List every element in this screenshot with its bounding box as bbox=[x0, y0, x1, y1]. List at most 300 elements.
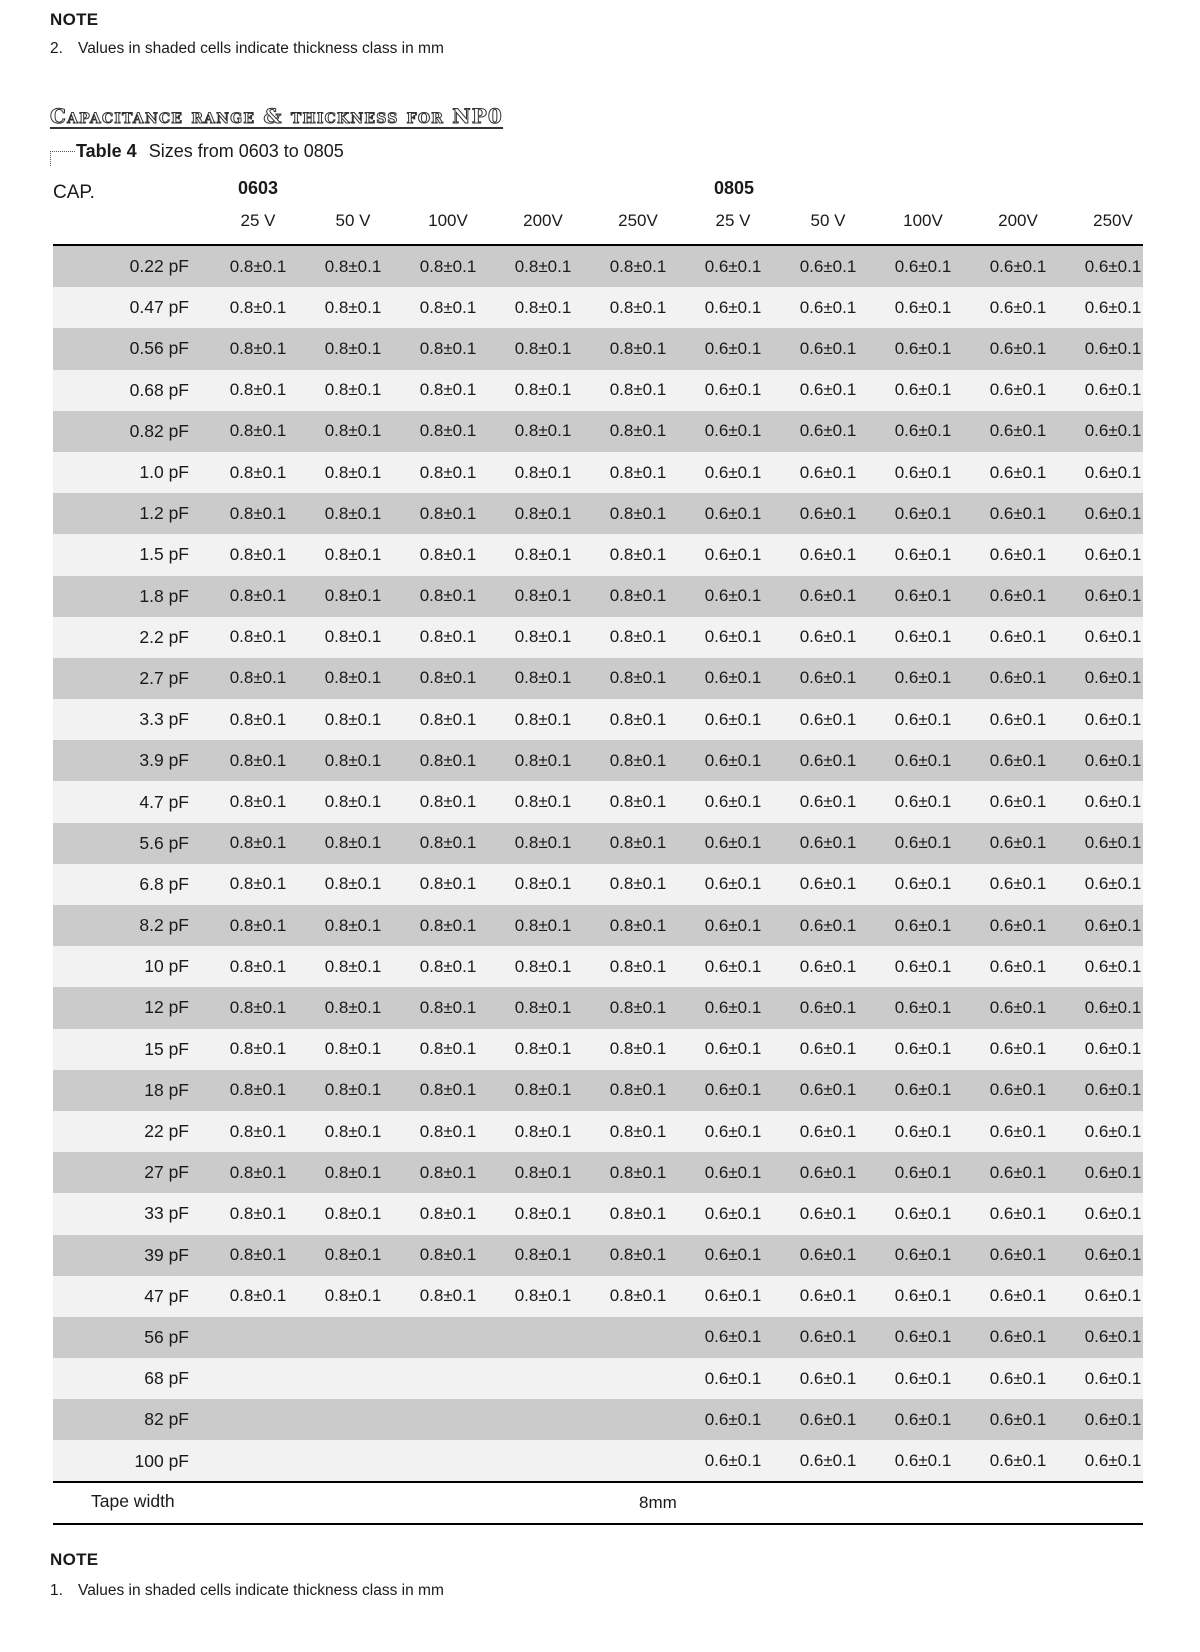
thickness-cell: 0.8±0.1 bbox=[324, 709, 382, 729]
tape-width-row bbox=[53, 1481, 1143, 1525]
thickness-cell: 0.6±0.1 bbox=[799, 1203, 857, 1223]
thickness-cell: 0.6±0.1 bbox=[894, 668, 952, 688]
cap-column-header: CAP. bbox=[53, 182, 95, 203]
cap-value: 4.7 pF bbox=[139, 791, 189, 812]
thickness-cell: 0.8±0.1 bbox=[419, 956, 477, 976]
cap-value: 8.2 pF bbox=[139, 915, 189, 936]
thickness-cell: 0.8±0.1 bbox=[609, 668, 667, 688]
thickness-cell: 0.8±0.1 bbox=[609, 915, 667, 935]
thickness-cell: 0.8±0.1 bbox=[419, 421, 477, 441]
thickness-cell: 0.8±0.1 bbox=[419, 668, 477, 688]
caption-bracket bbox=[50, 151, 75, 166]
voltage-header: 200V bbox=[998, 211, 1038, 230]
thickness-cell: 0.6±0.1 bbox=[1084, 1368, 1142, 1388]
thickness-cell: 0.8±0.1 bbox=[514, 256, 572, 276]
table-row bbox=[53, 287, 1143, 328]
thickness-cell: 0.6±0.1 bbox=[989, 1162, 1047, 1182]
table-number: Table 4 bbox=[76, 141, 137, 161]
table-row bbox=[53, 699, 1143, 740]
thickness-cell bbox=[307, 1399, 399, 1440]
thickness-cell: 0.6±0.1 bbox=[894, 997, 952, 1017]
thickness-cell: 0.6±0.1 bbox=[894, 1286, 952, 1306]
thickness-cell: 0.8±0.1 bbox=[419, 1203, 477, 1223]
thickness-cell: 0.8±0.1 bbox=[229, 1286, 287, 1306]
thickness-cell: 0.8±0.1 bbox=[229, 1080, 287, 1100]
thickness-cell: 0.6±0.1 bbox=[1084, 874, 1142, 894]
table-row bbox=[53, 1193, 1143, 1234]
cap-value: 27 pF bbox=[144, 1162, 189, 1183]
thickness-cell: 0.6±0.1 bbox=[894, 915, 952, 935]
thickness-cell: 0.6±0.1 bbox=[1084, 668, 1142, 688]
thickness-cell: 0.6±0.1 bbox=[1084, 956, 1142, 976]
voltage-header: 50 V bbox=[810, 211, 846, 230]
thickness-cell: 0.6±0.1 bbox=[799, 668, 857, 688]
thickness-cell: 0.6±0.1 bbox=[799, 833, 857, 853]
thickness-cell: 0.8±0.1 bbox=[324, 380, 382, 400]
table-row bbox=[53, 864, 1143, 905]
thickness-cell: 0.8±0.1 bbox=[609, 1162, 667, 1182]
thickness-cell: 0.6±0.1 bbox=[1084, 1203, 1142, 1223]
thickness-cell: 0.6±0.1 bbox=[704, 792, 762, 812]
thickness-cell: 0.8±0.1 bbox=[609, 627, 667, 647]
thickness-cell: 0.6±0.1 bbox=[989, 956, 1047, 976]
thickness-cell: 0.8±0.1 bbox=[229, 627, 287, 647]
thickness-cell: 0.6±0.1 bbox=[704, 1286, 762, 1306]
thickness-cell: 0.6±0.1 bbox=[989, 462, 1047, 482]
thickness-cell: 0.8±0.1 bbox=[419, 256, 477, 276]
thickness-cell: 0.6±0.1 bbox=[894, 874, 952, 894]
table-row bbox=[53, 576, 1143, 617]
thickness-cell: 0.8±0.1 bbox=[609, 1203, 667, 1223]
thickness-cell: 0.6±0.1 bbox=[704, 586, 762, 606]
table-row bbox=[53, 534, 1143, 575]
table-row bbox=[53, 905, 1143, 946]
thickness-cell: 0.8±0.1 bbox=[419, 1162, 477, 1182]
table-row bbox=[53, 246, 1143, 287]
thickness-cell: 0.8±0.1 bbox=[324, 1121, 382, 1141]
thickness-cell bbox=[212, 1317, 304, 1358]
cap-value: 6.8 pF bbox=[139, 873, 189, 894]
thickness-cell: 0.8±0.1 bbox=[324, 338, 382, 358]
thickness-cell: 0.6±0.1 bbox=[1084, 1121, 1142, 1141]
thickness-cell: 0.6±0.1 bbox=[894, 792, 952, 812]
thickness-cell: 0.8±0.1 bbox=[419, 297, 477, 317]
thickness-cell: 0.6±0.1 bbox=[799, 1080, 857, 1100]
thickness-cell: 0.6±0.1 bbox=[704, 1080, 762, 1100]
thickness-cell: 0.8±0.1 bbox=[419, 833, 477, 853]
thickness-cell: 0.8±0.1 bbox=[229, 256, 287, 276]
size-group-0805: 0805 bbox=[714, 178, 755, 198]
thickness-cell: 0.6±0.1 bbox=[989, 1080, 1047, 1100]
thickness-cell: 0.8±0.1 bbox=[229, 750, 287, 770]
thickness-cell: 0.6±0.1 bbox=[894, 297, 952, 317]
voltage-header: 250V bbox=[1093, 211, 1133, 230]
thickness-cell: 0.6±0.1 bbox=[799, 1162, 857, 1182]
thickness-cell bbox=[402, 1440, 494, 1481]
thickness-cell: 0.6±0.1 bbox=[799, 421, 857, 441]
thickness-cell: 0.6±0.1 bbox=[989, 874, 1047, 894]
thickness-cell: 0.6±0.1 bbox=[799, 297, 857, 317]
bottom-note-text bbox=[50, 1582, 444, 1600]
thickness-cell: 0.6±0.1 bbox=[989, 1368, 1047, 1388]
thickness-cell bbox=[307, 1440, 399, 1481]
thickness-cell: 0.6±0.1 bbox=[989, 915, 1047, 935]
thickness-cell: 0.8±0.1 bbox=[324, 874, 382, 894]
table-row bbox=[53, 1358, 1143, 1399]
cap-value: 68 pF bbox=[144, 1368, 189, 1389]
thickness-cell: 0.6±0.1 bbox=[1084, 1162, 1142, 1182]
thickness-cell: 0.6±0.1 bbox=[704, 627, 762, 647]
thickness-cell: 0.8±0.1 bbox=[609, 297, 667, 317]
thickness-cell: 0.6±0.1 bbox=[704, 256, 762, 276]
voltage-header: 25 V bbox=[715, 211, 751, 230]
thickness-cell: 0.8±0.1 bbox=[229, 1203, 287, 1223]
thickness-cell: 0.6±0.1 bbox=[989, 792, 1047, 812]
thickness-cell: 0.8±0.1 bbox=[324, 997, 382, 1017]
thickness-cell: 0.8±0.1 bbox=[229, 586, 287, 606]
thickness-cell: 0.6±0.1 bbox=[1084, 915, 1142, 935]
thickness-cell: 0.8±0.1 bbox=[324, 462, 382, 482]
thickness-cell: 0.6±0.1 bbox=[894, 544, 952, 564]
thickness-cell: 0.6±0.1 bbox=[989, 1203, 1047, 1223]
thickness-cell: 0.8±0.1 bbox=[419, 1121, 477, 1141]
thickness-cell bbox=[212, 1358, 304, 1399]
thickness-cell: 0.6±0.1 bbox=[799, 627, 857, 647]
cap-value: 3.9 pF bbox=[139, 750, 189, 771]
thickness-cell bbox=[402, 1399, 494, 1440]
thickness-cell: 0.6±0.1 bbox=[1084, 1451, 1142, 1471]
thickness-cell: 0.6±0.1 bbox=[894, 256, 952, 276]
thickness-cell: 0.6±0.1 bbox=[894, 627, 952, 647]
thickness-cell: 0.8±0.1 bbox=[419, 586, 477, 606]
thickness-cell: 0.6±0.1 bbox=[989, 627, 1047, 647]
thickness-cell: 0.8±0.1 bbox=[419, 997, 477, 1017]
thickness-cell: 0.8±0.1 bbox=[229, 874, 287, 894]
thickness-cell: 0.6±0.1 bbox=[799, 1286, 857, 1306]
thickness-cell: 0.6±0.1 bbox=[894, 1121, 952, 1141]
table-row bbox=[53, 493, 1143, 534]
thickness-cell: 0.6±0.1 bbox=[894, 1080, 952, 1100]
thickness-cell: 0.8±0.1 bbox=[419, 1245, 477, 1265]
thickness-cell: 0.8±0.1 bbox=[229, 1121, 287, 1141]
top-note-body: Values in shaded cells indicate thickness class in mm bbox=[78, 40, 444, 57]
thickness-cell: 0.6±0.1 bbox=[799, 338, 857, 358]
thickness-cell: 0.8±0.1 bbox=[609, 874, 667, 894]
thickness-cell: 0.8±0.1 bbox=[514, 380, 572, 400]
thickness-cell: 0.6±0.1 bbox=[989, 1121, 1047, 1141]
cap-value: 12 pF bbox=[144, 997, 189, 1018]
thickness-cell: 0.6±0.1 bbox=[704, 997, 762, 1017]
thickness-cell: 0.8±0.1 bbox=[419, 915, 477, 935]
thickness-cell: 0.8±0.1 bbox=[514, 503, 572, 523]
thickness-cell: 0.6±0.1 bbox=[1084, 750, 1142, 770]
thickness-cell: 0.6±0.1 bbox=[989, 997, 1047, 1017]
cap-value: 33 pF bbox=[144, 1203, 189, 1224]
thickness-cell: 0.8±0.1 bbox=[229, 421, 287, 441]
cap-value: 2.7 pF bbox=[139, 667, 189, 688]
thickness-cell: 0.6±0.1 bbox=[894, 421, 952, 441]
thickness-cell: 0.6±0.1 bbox=[799, 380, 857, 400]
thickness-cell: 0.8±0.1 bbox=[229, 956, 287, 976]
table-row bbox=[53, 1399, 1143, 1440]
thickness-cell: 0.6±0.1 bbox=[1084, 544, 1142, 564]
thickness-cell: 0.6±0.1 bbox=[894, 833, 952, 853]
cap-value: 15 pF bbox=[144, 1038, 189, 1059]
thickness-cell bbox=[592, 1358, 684, 1399]
thickness-cell: 0.6±0.1 bbox=[799, 874, 857, 894]
voltage-header: 50 V bbox=[335, 211, 371, 230]
voltage-header: 100V bbox=[428, 211, 468, 230]
thickness-cell: 0.6±0.1 bbox=[704, 380, 762, 400]
cap-value: 1.0 pF bbox=[139, 462, 189, 483]
thickness-cell: 0.8±0.1 bbox=[609, 1286, 667, 1306]
thickness-cell: 0.8±0.1 bbox=[229, 297, 287, 317]
size-group-0603: 0603 bbox=[238, 178, 279, 198]
thickness-cell: 0.8±0.1 bbox=[324, 915, 382, 935]
thickness-cell: 0.8±0.1 bbox=[514, 1080, 572, 1100]
thickness-cell: 0.6±0.1 bbox=[989, 338, 1047, 358]
tape-width-value: 8mm bbox=[639, 1493, 677, 1512]
thickness-cell: 0.6±0.1 bbox=[799, 750, 857, 770]
thickness-cell bbox=[307, 1317, 399, 1358]
thickness-cell: 0.6±0.1 bbox=[704, 874, 762, 894]
thickness-cell: 0.8±0.1 bbox=[324, 1080, 382, 1100]
thickness-cell: 0.6±0.1 bbox=[704, 421, 762, 441]
thickness-cell: 0.6±0.1 bbox=[894, 1409, 952, 1429]
thickness-cell: 0.8±0.1 bbox=[419, 627, 477, 647]
thickness-cell: 0.8±0.1 bbox=[324, 1039, 382, 1059]
cap-value: 0.56 pF bbox=[129, 338, 189, 359]
thickness-cell: 0.6±0.1 bbox=[989, 380, 1047, 400]
table-row bbox=[53, 781, 1143, 822]
thickness-cell: 0.8±0.1 bbox=[609, 750, 667, 770]
thickness-cell: 0.8±0.1 bbox=[229, 1162, 287, 1182]
thickness-cell: 0.8±0.1 bbox=[229, 668, 287, 688]
table-row bbox=[53, 1029, 1143, 1070]
thickness-cell: 0.6±0.1 bbox=[1084, 627, 1142, 647]
cap-value: 100 pF bbox=[134, 1450, 189, 1471]
thickness-cell: 0.8±0.1 bbox=[609, 256, 667, 276]
thickness-cell: 0.6±0.1 bbox=[704, 462, 762, 482]
thickness-cell: 0.6±0.1 bbox=[1084, 1039, 1142, 1059]
thickness-cell: 0.6±0.1 bbox=[894, 1327, 952, 1347]
thickness-cell: 0.8±0.1 bbox=[229, 544, 287, 564]
thickness-cell: 0.6±0.1 bbox=[799, 956, 857, 976]
thickness-cell bbox=[497, 1399, 589, 1440]
thickness-cell: 0.8±0.1 bbox=[229, 709, 287, 729]
thickness-cell: 0.6±0.1 bbox=[894, 586, 952, 606]
cap-value: 2.2 pF bbox=[139, 626, 189, 647]
thickness-cell: 0.6±0.1 bbox=[989, 1286, 1047, 1306]
thickness-cell: 0.6±0.1 bbox=[704, 297, 762, 317]
thickness-cell: 0.6±0.1 bbox=[704, 1451, 762, 1471]
cap-value: 5.6 pF bbox=[139, 832, 189, 853]
thickness-cell: 0.8±0.1 bbox=[419, 1080, 477, 1100]
tape-width-label: Tape width bbox=[91, 1491, 175, 1511]
thickness-cell bbox=[592, 1440, 684, 1481]
voltage-header: 25 V bbox=[240, 211, 276, 230]
thickness-cell bbox=[212, 1440, 304, 1481]
thickness-cell: 0.6±0.1 bbox=[799, 256, 857, 276]
thickness-cell: 0.8±0.1 bbox=[514, 297, 572, 317]
thickness-cell: 0.8±0.1 bbox=[514, 833, 572, 853]
thickness-cell: 0.8±0.1 bbox=[324, 792, 382, 812]
thickness-cell: 0.6±0.1 bbox=[799, 1121, 857, 1141]
thickness-cell: 0.6±0.1 bbox=[1084, 833, 1142, 853]
thickness-cell: 0.8±0.1 bbox=[324, 544, 382, 564]
thickness-cell: 0.6±0.1 bbox=[989, 668, 1047, 688]
thickness-cell: 0.6±0.1 bbox=[894, 750, 952, 770]
thickness-cell: 0.8±0.1 bbox=[514, 421, 572, 441]
thickness-cell: 0.6±0.1 bbox=[894, 1039, 952, 1059]
cap-value: 56 pF bbox=[144, 1326, 189, 1347]
thickness-cell: 0.8±0.1 bbox=[514, 668, 572, 688]
thickness-cell: 0.8±0.1 bbox=[514, 462, 572, 482]
thickness-cell: 0.6±0.1 bbox=[704, 956, 762, 976]
table-row bbox=[53, 452, 1143, 493]
thickness-cell: 0.8±0.1 bbox=[324, 1162, 382, 1182]
thickness-cell: 0.6±0.1 bbox=[799, 709, 857, 729]
thickness-cell: 0.8±0.1 bbox=[419, 792, 477, 812]
thickness-cell: 0.6±0.1 bbox=[704, 1162, 762, 1182]
thickness-cell: 0.6±0.1 bbox=[799, 1451, 857, 1471]
thickness-cell bbox=[497, 1440, 589, 1481]
thickness-cell: 0.6±0.1 bbox=[704, 1368, 762, 1388]
thickness-cell: 0.6±0.1 bbox=[799, 915, 857, 935]
thickness-cell: 0.6±0.1 bbox=[1084, 997, 1142, 1017]
table-caption-text: Sizes from 0603 to 0805 bbox=[148, 141, 344, 161]
cap-value: 18 pF bbox=[144, 1079, 189, 1100]
table-row bbox=[53, 823, 1143, 864]
thickness-cell bbox=[402, 1317, 494, 1358]
thickness-cell: 0.8±0.1 bbox=[609, 503, 667, 523]
thickness-cell: 0.8±0.1 bbox=[419, 709, 477, 729]
thickness-cell: 0.6±0.1 bbox=[894, 462, 952, 482]
thickness-cell: 0.8±0.1 bbox=[229, 380, 287, 400]
thickness-cell: 0.8±0.1 bbox=[324, 503, 382, 523]
cap-value: 1.5 pF bbox=[139, 544, 189, 565]
thickness-cell: 0.8±0.1 bbox=[514, 997, 572, 1017]
thickness-cell: 0.6±0.1 bbox=[704, 833, 762, 853]
thickness-cell: 0.8±0.1 bbox=[609, 709, 667, 729]
thickness-cell: 0.8±0.1 bbox=[419, 380, 477, 400]
thickness-cell: 0.6±0.1 bbox=[799, 1409, 857, 1429]
thickness-cell: 0.8±0.1 bbox=[229, 1245, 287, 1265]
thickness-cell: 0.6±0.1 bbox=[989, 297, 1047, 317]
thickness-cell: 0.8±0.1 bbox=[609, 421, 667, 441]
thickness-cell: 0.6±0.1 bbox=[1084, 586, 1142, 606]
thickness-cell: 0.6±0.1 bbox=[799, 1245, 857, 1265]
thickness-cell: 0.6±0.1 bbox=[704, 709, 762, 729]
thickness-cell: 0.6±0.1 bbox=[989, 503, 1047, 523]
thickness-cell: 0.6±0.1 bbox=[799, 544, 857, 564]
thickness-cell: 0.8±0.1 bbox=[609, 1121, 667, 1141]
thickness-cell: 0.8±0.1 bbox=[609, 380, 667, 400]
thickness-cell: 0.6±0.1 bbox=[989, 833, 1047, 853]
thickness-cell: 0.6±0.1 bbox=[1084, 503, 1142, 523]
thickness-cell: 0.6±0.1 bbox=[799, 586, 857, 606]
thickness-cell: 0.8±0.1 bbox=[324, 256, 382, 276]
table-row bbox=[53, 1070, 1143, 1111]
thickness-cell: 0.8±0.1 bbox=[514, 750, 572, 770]
thickness-cell: 0.8±0.1 bbox=[514, 586, 572, 606]
table-row bbox=[53, 1440, 1143, 1481]
thickness-cell: 0.6±0.1 bbox=[704, 503, 762, 523]
thickness-cell: 0.8±0.1 bbox=[514, 1203, 572, 1223]
thickness-cell: 0.6±0.1 bbox=[1084, 1245, 1142, 1265]
thickness-cell: 0.6±0.1 bbox=[799, 1039, 857, 1059]
thickness-cell: 0.8±0.1 bbox=[229, 503, 287, 523]
thickness-cell: 0.8±0.1 bbox=[324, 297, 382, 317]
thickness-cell: 0.8±0.1 bbox=[514, 709, 572, 729]
cap-value: 10 pF bbox=[144, 956, 189, 977]
thickness-cell: 0.8±0.1 bbox=[514, 915, 572, 935]
thickness-cell: 0.6±0.1 bbox=[894, 1245, 952, 1265]
thickness-cell: 0.8±0.1 bbox=[229, 1039, 287, 1059]
thickness-cell: 0.6±0.1 bbox=[1084, 792, 1142, 812]
thickness-cell: 0.8±0.1 bbox=[514, 338, 572, 358]
thickness-cell: 0.6±0.1 bbox=[704, 915, 762, 935]
thickness-cell: 0.8±0.1 bbox=[419, 1286, 477, 1306]
thickness-cell: 0.6±0.1 bbox=[1084, 256, 1142, 276]
thickness-cell: 0.8±0.1 bbox=[419, 338, 477, 358]
thickness-cell: 0.6±0.1 bbox=[894, 956, 952, 976]
thickness-cell: 0.8±0.1 bbox=[609, 586, 667, 606]
thickness-cell: 0.8±0.1 bbox=[514, 956, 572, 976]
thickness-cell bbox=[497, 1358, 589, 1399]
cap-value: 47 pF bbox=[144, 1285, 189, 1306]
table-row bbox=[53, 1111, 1143, 1152]
thickness-cell: 0.8±0.1 bbox=[609, 956, 667, 976]
thickness-cell: 0.6±0.1 bbox=[989, 1327, 1047, 1347]
thickness-cell: 0.8±0.1 bbox=[609, 1080, 667, 1100]
thickness-cell: 0.8±0.1 bbox=[324, 956, 382, 976]
thickness-cell: 0.6±0.1 bbox=[799, 503, 857, 523]
thickness-cell: 0.8±0.1 bbox=[324, 421, 382, 441]
thickness-cell: 0.8±0.1 bbox=[229, 997, 287, 1017]
table-row bbox=[53, 740, 1143, 781]
thickness-cell: 0.8±0.1 bbox=[419, 544, 477, 564]
thickness-table bbox=[53, 244, 1143, 1482]
thickness-cell: 0.8±0.1 bbox=[514, 627, 572, 647]
thickness-cell: 0.6±0.1 bbox=[894, 709, 952, 729]
thickness-cell: 0.8±0.1 bbox=[229, 338, 287, 358]
thickness-cell: 0.6±0.1 bbox=[799, 1327, 857, 1347]
thickness-cell: 0.8±0.1 bbox=[609, 997, 667, 1017]
cap-value: 3.3 pF bbox=[139, 709, 189, 730]
thickness-cell: 0.6±0.1 bbox=[989, 1245, 1047, 1265]
thickness-cell: 0.6±0.1 bbox=[1084, 462, 1142, 482]
thickness-cell: 0.8±0.1 bbox=[609, 1039, 667, 1059]
thickness-cell: 0.8±0.1 bbox=[324, 750, 382, 770]
thickness-cell bbox=[497, 1317, 589, 1358]
thickness-cell: 0.8±0.1 bbox=[514, 544, 572, 564]
thickness-cell: 0.8±0.1 bbox=[609, 1245, 667, 1265]
thickness-cell: 0.8±0.1 bbox=[229, 833, 287, 853]
thickness-cell: 0.6±0.1 bbox=[989, 256, 1047, 276]
thickness-cell: 0.6±0.1 bbox=[1084, 338, 1142, 358]
thickness-cell: 0.6±0.1 bbox=[894, 380, 952, 400]
thickness-cell: 0.8±0.1 bbox=[609, 544, 667, 564]
thickness-cell: 0.6±0.1 bbox=[704, 544, 762, 564]
thickness-cell: 0.8±0.1 bbox=[514, 792, 572, 812]
thickness-cell: 0.8±0.1 bbox=[514, 1039, 572, 1059]
thickness-cell: 0.8±0.1 bbox=[609, 792, 667, 812]
thickness-cell: 0.6±0.1 bbox=[894, 1162, 952, 1182]
thickness-cell: 0.6±0.1 bbox=[704, 750, 762, 770]
thickness-cell: 0.8±0.1 bbox=[324, 1203, 382, 1223]
voltage-header: 100V bbox=[903, 211, 943, 230]
